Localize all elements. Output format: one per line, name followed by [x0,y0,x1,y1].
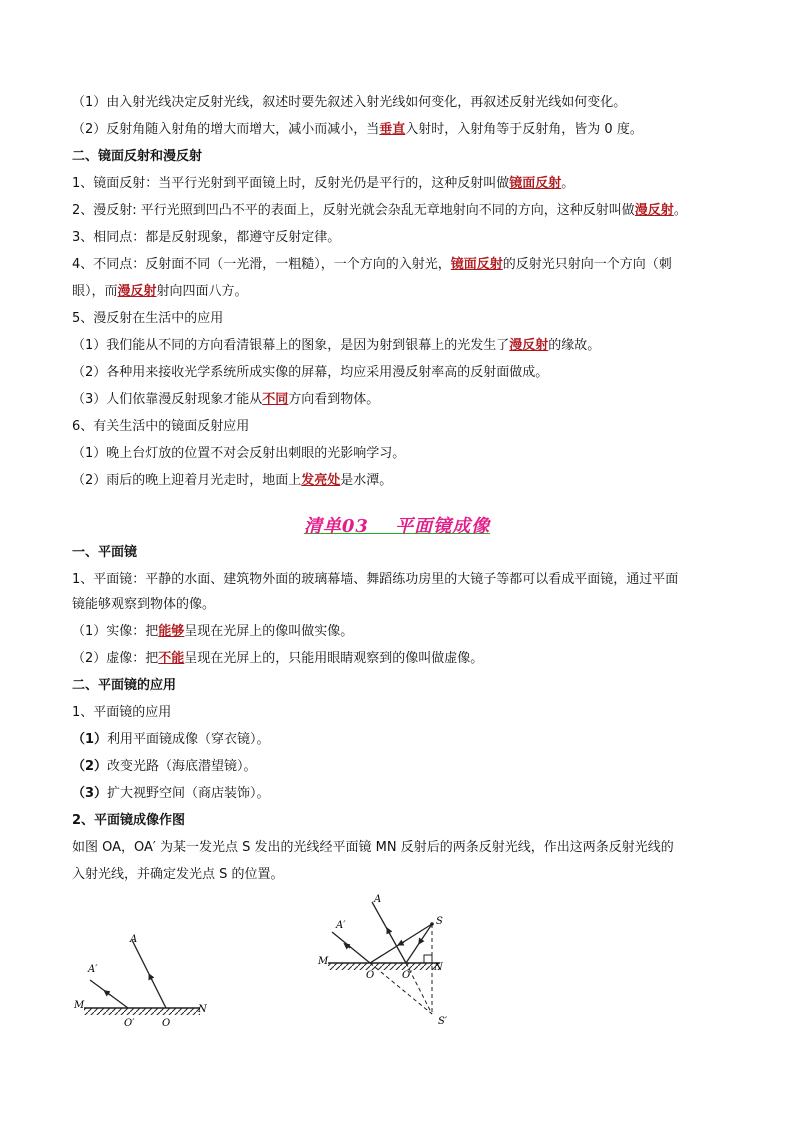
paragraph-line: 6、有关生活中的镜面反射应用 [72,419,250,434]
label-a: A [130,934,138,945]
section-heading: 二、镜面反射和漫反射 [72,149,203,164]
paragraph-line: （1）晚上台灯放的位置不对会反射出刺眼的光影响学习。 [72,446,406,461]
paragraph-line: 5、漫反射在生活中的应用 [72,311,224,326]
paragraph-line: （1）由入射光线决定反射光线，叙述时要先叙述入射光线如何变化，再叙述反射光线如何变化。 [72,95,627,110]
paragraph-line: （3）扩大视野空间（商店装饰）。 [72,786,270,801]
label-m: M [74,1000,85,1011]
ray-oa-arrow [150,976,152,980]
paragraph-line: （2）虚像：把不能呈现在光屏上的，只能用眼睛观察到的像叫做虚像。 [72,651,484,666]
paragraph-line: 入射光线，并确定发光点 S 的位置。 [72,867,284,882]
incident-ray-2-arrow [400,942,404,944]
paragraph-line: 1、平面镜：平静的水面、建筑物外面的玻璃幕墙、舞蹈练功房里的大镜子等都可以看成平面镜，通过平面 [72,572,679,587]
label-o-prime: O′ [402,970,413,981]
paragraph-line: 镜能够观察到物体的像。 [72,597,216,612]
paragraph-line: （2）雨后的晚上迎着月光走时，地面上发亮处是水潭。 [72,473,393,488]
paragraph-line: （2）各种用来接收光学系统所成实像的屏幕，均应采用漫反射率高的反射面做成。 [72,365,549,380]
figure-reflected-rays [70,928,220,1038]
point-s [430,922,434,926]
section-heading: 一、平面镜 [72,545,138,560]
paragraph-line: （1）利用平面镜成像（穿衣镜）。 [72,732,270,747]
paragraph-line: （2）反射角随入射角的增大而增大，减小而减小，当垂直入射时，入射角等于反射角，皆为 0 度。 [72,122,643,137]
paragraph-line: （3）人们依靠漫反射现象才能从不同方向看到物体。 [72,392,380,407]
paragraph-line: 3、相同点：都是反射现象，都遵守反射定律。 [72,230,341,245]
incident-ray-1 [406,924,432,963]
section-title: 清单03 平面镜成像 [303,516,491,537]
paragraph-line: （1）我们能从不同的方向看清银幕上的图象，是因为射到银幕上的光发生了漫反射的缘故。 [72,338,601,353]
label-a-prime: A′ [88,964,98,975]
paragraph-line: 2、平面镜成像作图 [72,813,186,828]
paragraph-line: （1）实像：把能够呈现在光屏上的像叫做实像。 [72,624,354,639]
label-n: N [198,1004,207,1015]
ray-oa-arrow [388,930,390,934]
label-a-prime: A′ [336,920,346,931]
paragraph-line: 2、漫反射: 平行光照到凹凸不平的表面上，反射光就会杂乱无章地射向不同的方向，这种反射叫做漫反射。 [72,203,687,218]
label-s: S [436,916,443,927]
paragraph-line: 1、平面镜的应用 [72,705,172,720]
label-a: A [374,894,382,905]
incident-ray-1-arrow [420,939,422,942]
right-angle-mark [424,955,432,963]
section-heading: 二、平面镜的应用 [72,678,177,693]
extension-dashed-2 [370,963,432,1014]
label-o-prime: O′ [124,1018,135,1029]
label-o: O [366,970,375,981]
paragraph-line: 4、不同点：反射面不同（一光滑，一粗糙），一个方向的入射光，镜面反射的反射光只射向一个方向（刺 [72,257,672,272]
label-m: M [318,956,329,967]
mirror-hatching [328,963,440,970]
figure-solution [310,888,470,1028]
paragraph-line: 1、镜面反射：当平行光射到平面镜上时，反射光仍是平行的，这种反射叫做镜面反射。 [72,176,575,191]
ray-oa [132,940,166,1008]
label-n: N [434,962,443,973]
label-o: O [162,1018,171,1029]
paragraph-line: （2）改变光路（海底潜望镜）。 [72,759,257,774]
ray-o2a2 [332,932,370,963]
paragraph-line: 如图 OA，OA′ 为某一发光点 S 发出的光线经平面镜 MN 反射后的两条反射光线，作出这两条反射光线的 [72,840,674,855]
label-s-prime: S′ [438,1016,448,1027]
mirror-hatching [84,1008,200,1015]
paragraph-line: 眼），而漫反射射向四面八方。 [72,284,248,299]
